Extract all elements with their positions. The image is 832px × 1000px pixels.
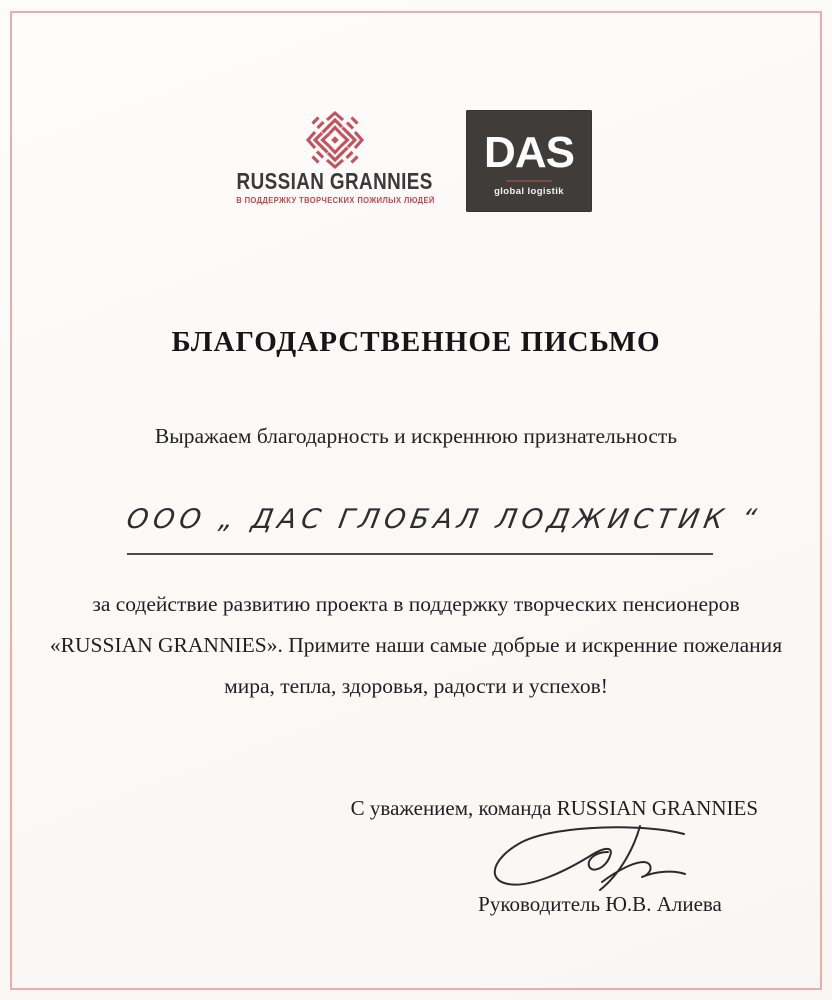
russian-grannies-wordmark: RUSSIAN GRANNIES <box>236 168 434 194</box>
signature-icon <box>488 822 688 894</box>
das-subtitle: global logistik <box>494 186 564 197</box>
body-line-3: мира, тепла, здоровья, радости и успехов! <box>224 674 608 698</box>
ornament-center-diamond <box>331 136 339 144</box>
das-divider-rule <box>506 180 552 182</box>
intro-line: Выражаем благодарность и искреннюю признательность <box>154 424 678 448</box>
body-line-2: «RUSSIAN GRANNIES». Примите наши самые добрые и искренние пожелания <box>49 633 783 657</box>
recipient-handwritten-name: ООО „ ДАС ГЛОБАЛ ЛОДЖИСТИК “ <box>124 504 764 535</box>
russian-grannies-logo <box>235 110 435 206</box>
closing-line: С уважением, команда RUSSIAN GRANNIES <box>350 796 758 820</box>
letter-body <box>30 584 802 707</box>
signer-line: Руководитель Ю.В. Алиева <box>478 892 722 916</box>
das-wordmark: DAS <box>484 128 574 177</box>
russian-grannies-tagline: В ПОДДЕРЖКУ ТВОРЧЕСКИХ ПОЖИЛЫХ ЛЮДЕЙ <box>235 196 435 206</box>
body-line-1: за содействие развитию проекта в поддержку творческих пенсионеров <box>92 592 740 616</box>
recipient-underline <box>124 504 764 555</box>
das-logo <box>466 110 592 212</box>
letter-title: БЛАГОДАРСТВЕННОЕ ПИСЬМО <box>171 326 661 358</box>
logos-row <box>0 110 832 212</box>
folk-ornament-icon <box>305 110 365 170</box>
